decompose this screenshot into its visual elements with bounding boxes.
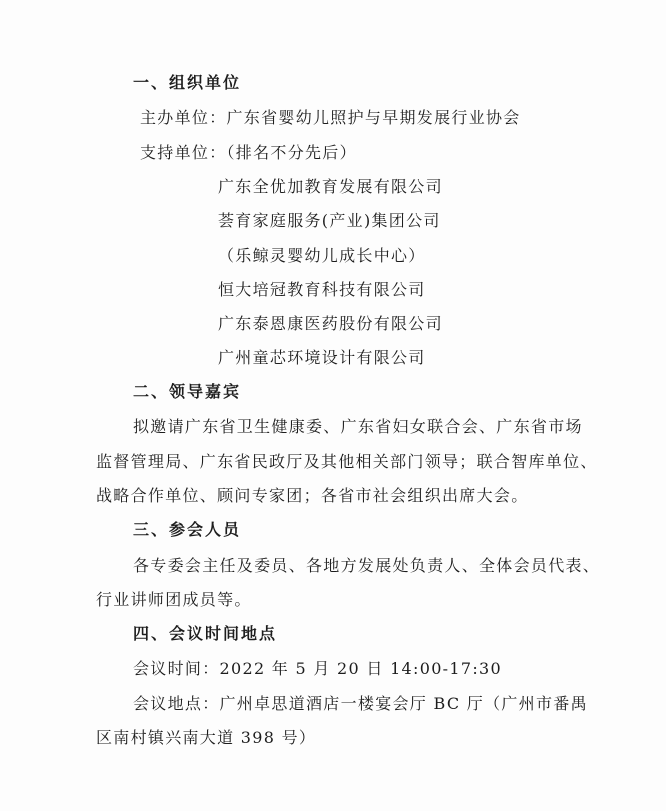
meeting-time-line: 会议时间：2022 年 5 月 20 日 14:00-17:30 (133, 659, 502, 678)
supporter-label-line: 支持单位：（排名不分先后） (140, 143, 357, 162)
supporter-item: （乐鲸灵婴幼儿成长中心） (218, 246, 426, 265)
paragraph-line: 监督管理局、广东省民政厅及其他相关部门领导；联合智库单位、 (96, 452, 598, 471)
paragraph-line: 各专委会主任及委员、各地方发展处负责人、全体会员代表、 (133, 556, 601, 575)
paragraph-line: 战略合作单位、顾问专家团；各省市社会组织出席大会。 (96, 486, 529, 505)
section-heading-leaders-guests: 二、领导嘉宾 (133, 382, 242, 401)
supporter-item: 荟育家庭服务(产业)集团公司 (218, 211, 441, 230)
supporter-item: 广州童芯环境设计有限公司 (218, 348, 426, 367)
paragraph-line: 行业讲师团成员等。 (96, 590, 252, 609)
paragraph-line: 拟邀请广东省卫生健康委、广东省妇女联合会、广东省市场 (133, 417, 583, 436)
supporter-item: 恒大培冠教育科技有限公司 (218, 280, 426, 299)
supporter-item: 广东泰恩康医药股份有限公司 (218, 314, 443, 333)
meeting-venue-line: 会议地点：广州卓思道酒店一楼宴会厅 BC 厅（广州市番禺 (133, 694, 588, 713)
organizer-line: 主办单位：广东省婴幼儿照护与早期发展行业协会 (140, 108, 521, 127)
meeting-venue-line: 区南村镇兴南大道 398 号） (96, 728, 317, 747)
section-heading-organizing-units: 一、组织单位 (133, 73, 242, 92)
supporter-item: 广东全优加教育发展有限公司 (218, 177, 443, 196)
section-heading-time-venue: 四、会议时间地点 (133, 624, 278, 643)
section-heading-attendees: 三、参会人员 (133, 520, 242, 539)
